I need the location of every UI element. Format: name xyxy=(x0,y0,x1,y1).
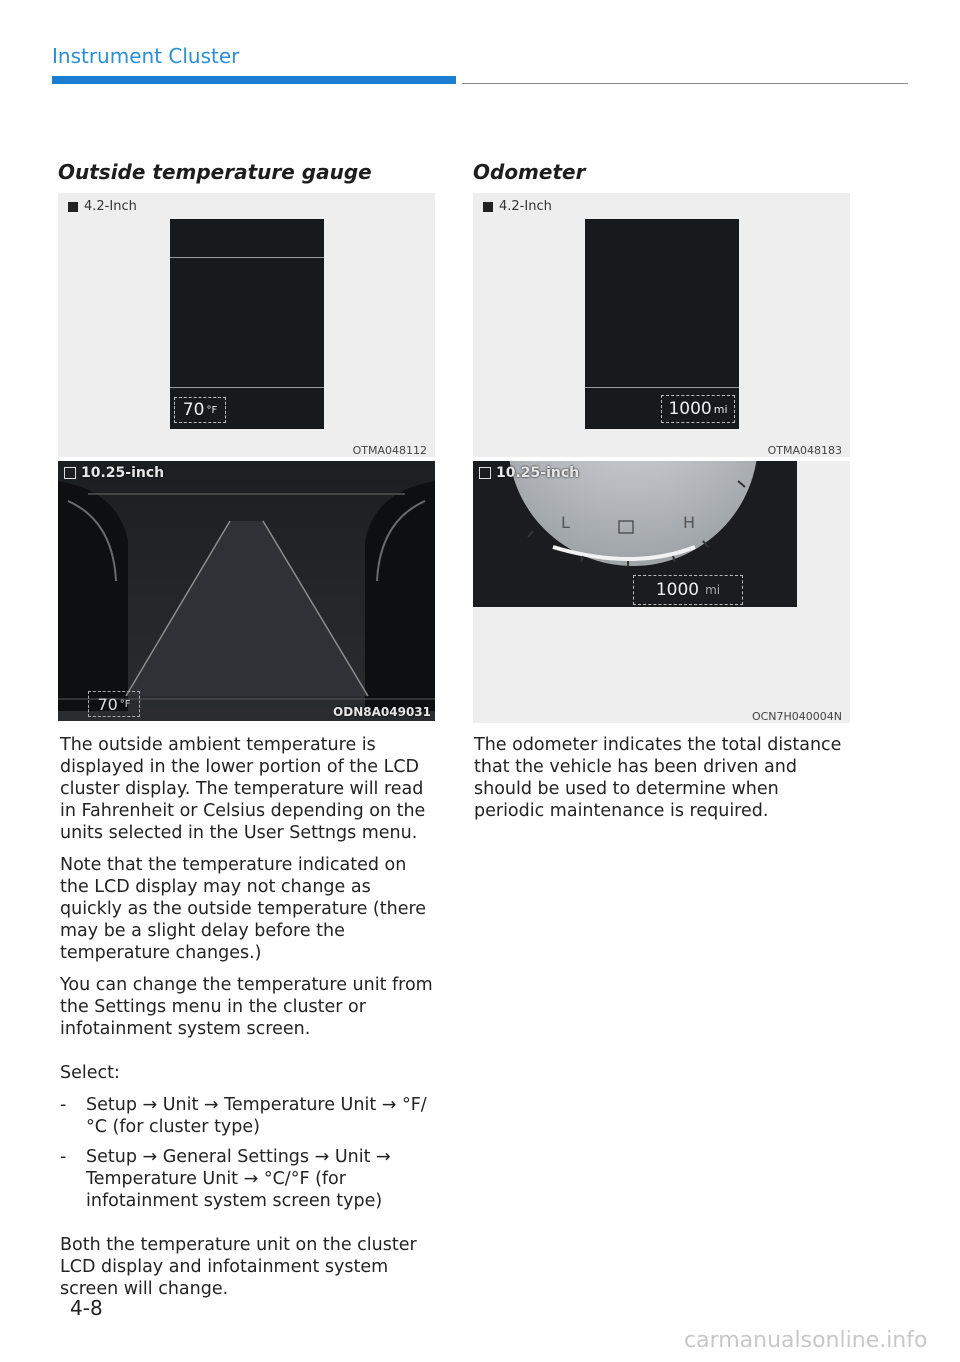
running-header: Instrument Cluster xyxy=(52,44,240,68)
lcd-divider xyxy=(170,257,324,258)
watermark: carmanualsonline.info xyxy=(684,1328,928,1353)
list-item: - Setup → General Settings → Unit → Temperature Unit → °C/°F (for infotainment system screen type) xyxy=(60,1147,391,1211)
body-text-left xyxy=(60,734,436,1310)
figure-odometer-10inch xyxy=(473,461,850,723)
page-number: 4-8 xyxy=(70,1296,103,1320)
paragraph: Both the temperature unit on the cluster LCD display and infotainment system screen will change. xyxy=(60,1235,417,1299)
figure-code: OCN7H040004N xyxy=(751,710,842,723)
figure-code: OTMA048183 xyxy=(767,444,842,457)
figure-odometer-4inch xyxy=(473,193,850,457)
square-outline-icon xyxy=(64,467,76,479)
figure-code: OTMA048112 xyxy=(352,444,427,457)
section-heading-outside-temp: Outside temperature gauge xyxy=(58,160,372,184)
figure-label: 10.25-inch xyxy=(64,465,164,481)
list-item: - Setup → Unit → Temperature Unit → °F/°C (for cluster type) xyxy=(60,1095,427,1137)
odometer-readout: 1000 mi xyxy=(633,575,743,605)
figure-label: 10.25-inch xyxy=(479,465,579,481)
temperature-readout: 70 °F xyxy=(174,397,226,423)
section-heading-odometer: Odometer xyxy=(473,160,586,184)
figure-label: 4.2-Inch xyxy=(483,199,552,214)
figure-temp-10inch xyxy=(58,461,435,721)
square-outline-icon xyxy=(479,467,491,479)
paragraph: The outside ambient temperature is displayed in the lower portion of the LCD cluster display. The temperature will read in Fahrenheit or Celsius depending on the units selected in the User Settngs menu. xyxy=(60,735,426,843)
lcd-divider xyxy=(585,387,739,388)
figure-code: ODN8A049031 xyxy=(333,705,431,719)
select-label: Select: xyxy=(60,1063,120,1083)
gauge-low-label: L xyxy=(561,513,570,532)
header-rule xyxy=(462,83,908,84)
lcd-display xyxy=(170,219,324,429)
figure-temp-4inch xyxy=(58,193,435,457)
square-bullet-icon xyxy=(68,202,78,212)
temperature-readout: 70 °F xyxy=(88,691,140,717)
paragraph: The odometer indicates the total distance that the vehicle has been driven and should be used to determine when periodic maintenance is required. xyxy=(474,735,842,821)
lcd-display xyxy=(585,219,739,429)
header-rule-accent xyxy=(52,76,456,84)
figure-label: 4.2-Inch xyxy=(68,199,137,214)
paragraph: Note that the temperature indicated on the LCD display may not change as quickly as the outside temperature (there may be a slight delay before the temperature changes.) xyxy=(60,855,427,963)
cluster-gauge-graphic xyxy=(473,461,797,607)
gauge-high-label: H xyxy=(683,513,696,532)
cluster-road-graphic xyxy=(58,461,435,721)
body-text-right xyxy=(474,734,854,832)
paragraph: You can change the temperature unit from the Settings menu in the cluster or infotainment system screen. xyxy=(60,975,433,1039)
odometer-readout: 1000 mi xyxy=(661,395,735,423)
lcd-divider xyxy=(170,387,324,388)
square-bullet-icon xyxy=(483,202,493,212)
